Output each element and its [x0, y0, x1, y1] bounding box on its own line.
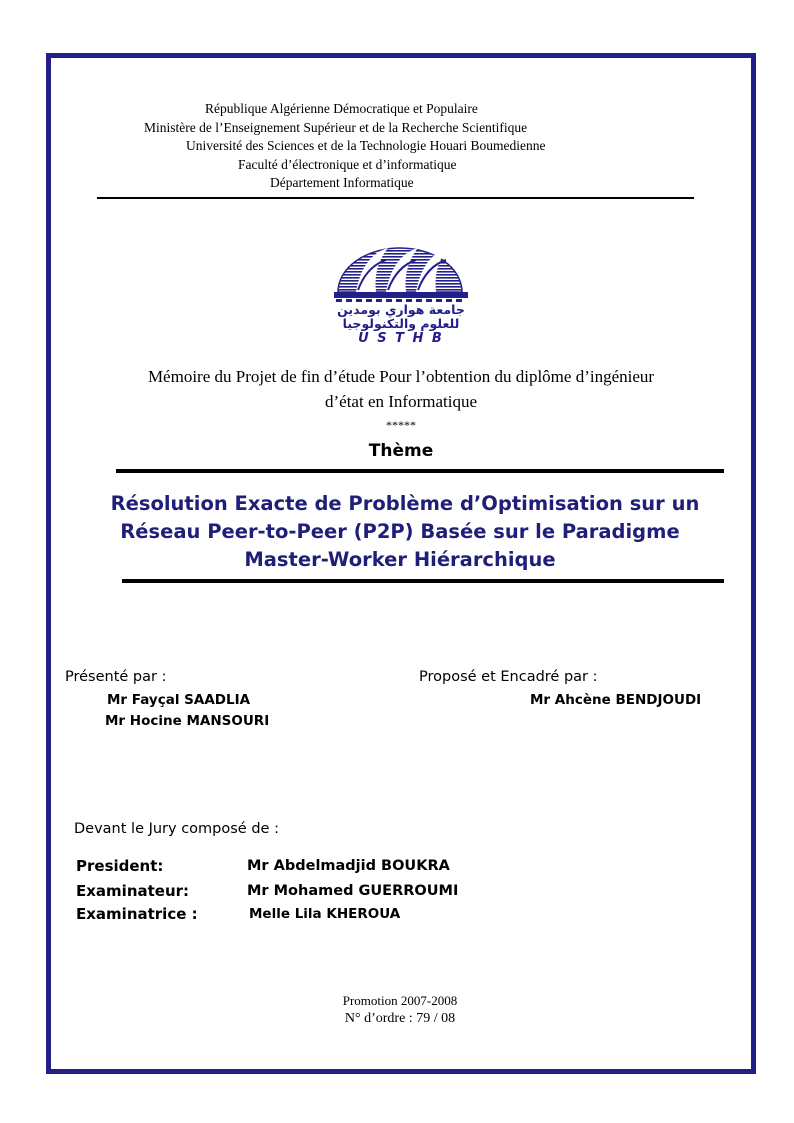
memoire-line-2: d’état en Informatique — [325, 392, 477, 411]
jury-role-president: President: — [76, 857, 164, 875]
title-rule-top — [116, 469, 724, 473]
thesis-title-line-2: Réseau Peer-to-Peer (P2P) Basée sur le Paradigme — [120, 520, 680, 543]
jury-label: Devant le Jury composé de : — [74, 821, 279, 837]
jury-name-president: Mr Abdelmadjid BOUKRA — [247, 858, 450, 874]
title-rule-bottom — [122, 579, 724, 583]
header-faculty: Faculté d’électronique et d’informatique — [238, 157, 457, 172]
jury-name-examinatrice: Melle Lila KHEROUA — [249, 906, 401, 922]
jury-role-examinateur: Examinateur: — [76, 882, 190, 900]
jury-role-examinatrice: Examinatrice : — [76, 905, 198, 923]
supervisor-name: Mr Ahcène BENDJOUDI — [530, 692, 702, 708]
supervised-by-label: Proposé et Encadré par : — [419, 669, 598, 685]
header-university: Université des Sciences et de la Technologie Houari Boumedienne — [186, 138, 546, 153]
header-department: Département Informatique — [270, 175, 414, 190]
header-ministry: Ministère de l’Enseignement Supérieur et de la Recherche Scientifique — [144, 120, 528, 135]
header-rule — [97, 197, 694, 199]
usthb-logo — [330, 226, 472, 346]
order-number: N° d’ordre : 79 / 08 — [344, 1011, 456, 1026]
jury-name-examinateur: Mr Mohamed GUERROUMI — [247, 883, 459, 899]
thesis-title-line-3: Master-Worker Hiérarchique — [244, 548, 556, 571]
thesis-title-line-1: Résolution Exacte de Problème d’Optimisation sur un — [110, 492, 700, 515]
theme-label: Thème — [368, 441, 434, 461]
logo-acronym: U S T H B — [358, 331, 444, 346]
student-name-2: Mr Hocine MANSOURI — [105, 713, 270, 729]
student-name-1: Mr Fayçal SAADLIA — [107, 692, 251, 708]
presented-by-label: Présenté par : — [65, 669, 167, 685]
header-republic: République Algérienne Démocratique et Populaire — [205, 101, 478, 116]
memoire-line-1: Mémoire du Projet de fin d’étude Pour l’obtention du diplôme d’ingénieur — [147, 367, 655, 386]
memoire-stars: ***** — [386, 418, 416, 432]
promotion-text: Promotion 2007-2008 — [342, 993, 458, 1008]
logo-arabic-text: جامعة هواري بومدين للعلوم والتكنولوجيا — [337, 302, 465, 331]
